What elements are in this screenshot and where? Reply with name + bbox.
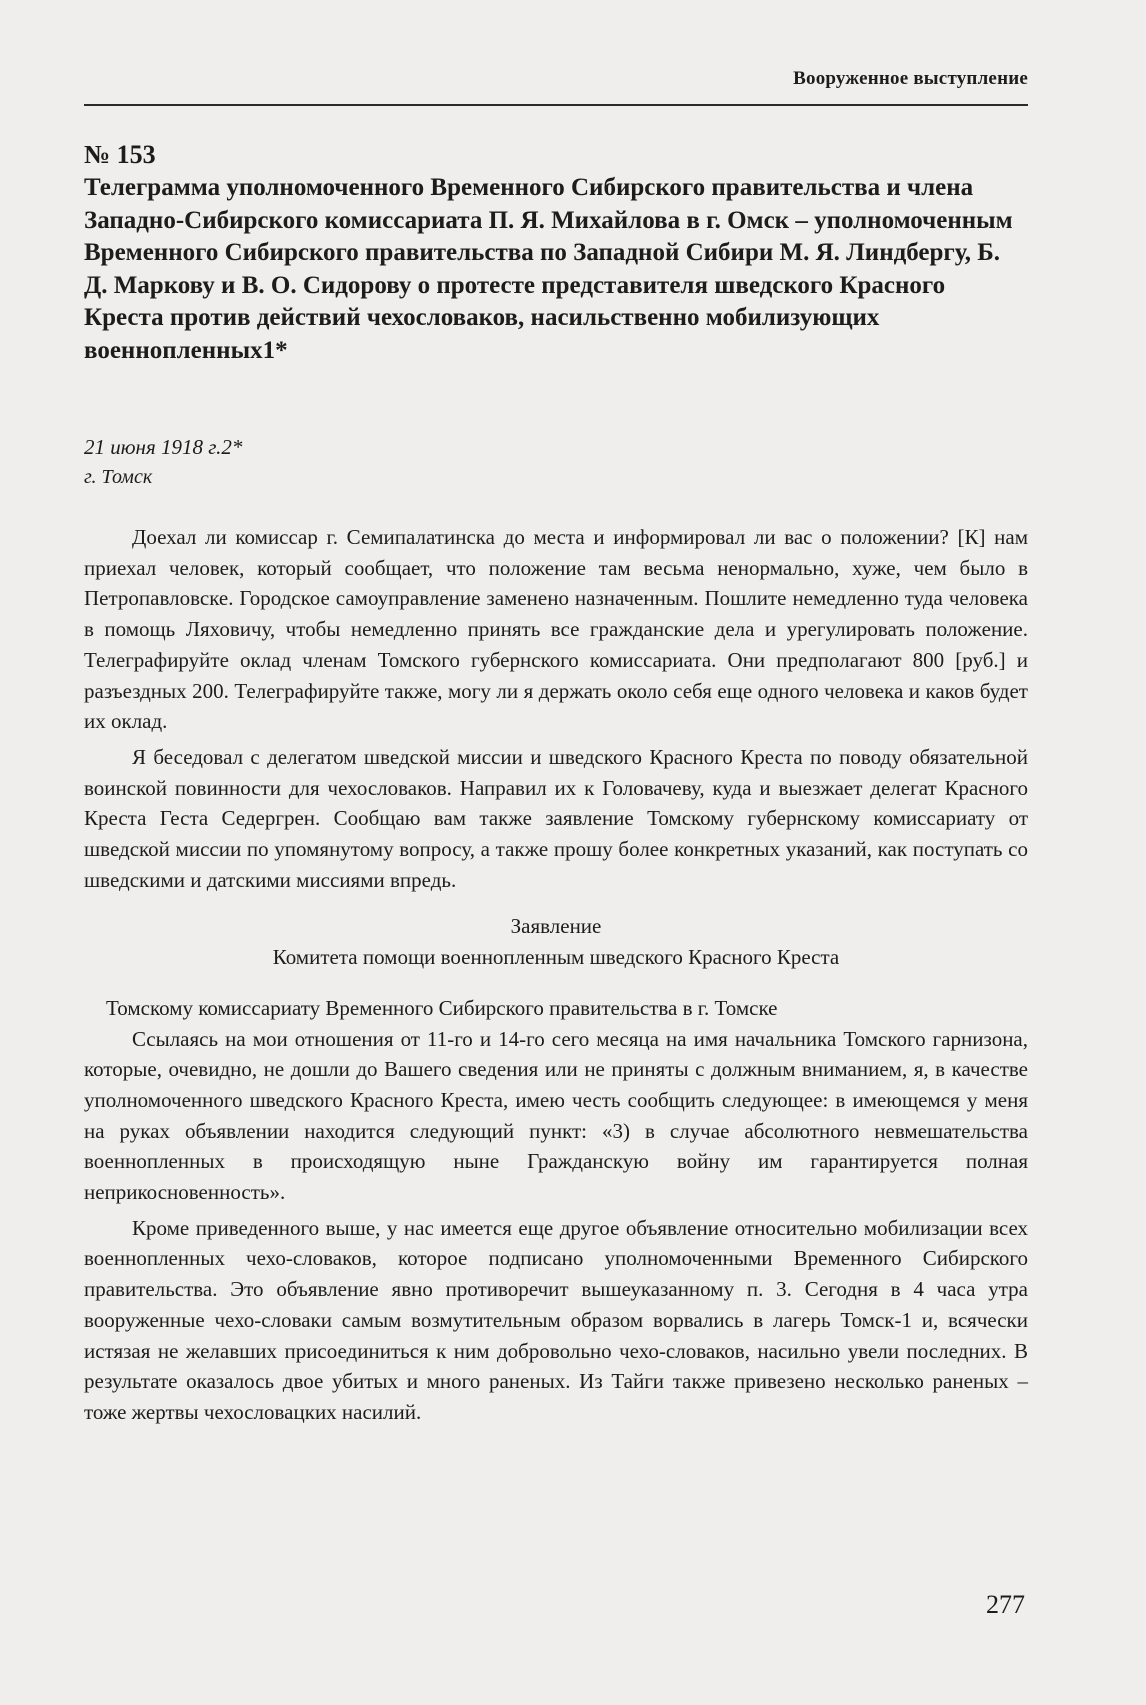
statement-subheading: Комитета помощи военнопленным шведского Красного Креста — [272, 945, 840, 970]
running-head: Вооруженное выступление — [793, 68, 1028, 89]
page-number: 277 — [986, 1590, 1025, 1619]
document-body — [84, 522, 1028, 1428]
statement-address: Томскому комиссариату Временного Сибирского правительства в г. Томске — [106, 995, 778, 1020]
body-paragraph-1: Доехал ли комиссар г. Семипалатинска до места и информировал ли вас о положении? [К] нам приехал человек, который сообщает, что положение там весьма ненормально, хуже, чем было в Петропавловске. Городское самоуправление заменено назначенным. Пошлите немедленно туда человека в помощь Ляховичу, чтобы немедленно принять все гражданские дела и урегулировать положение. Телеграфируйте оклад членам Томского губернского комиссариата. Они предполагают 800 [руб.] и разъездных 200. Телеграфируйте также, могу ли я держать около себя еще одного человека и каков будет их оклад. — [84, 525, 1028, 734]
document-date: 21 июня 1918 г.2* — [84, 435, 243, 459]
document-title: Телеграмма уполномоченного Временного Сибирского правительства и члена Западно-Сибирского комиссариата П. Я. Михайлова в г. Омск – уполномоченным Временного Сибирского правительства по Западной Сибири М. Я. Линдбергу, Б. Д. Маркову и В. О. Сидорову о протесте представителя шведского Красного Креста против действий чехословаков, насильственно мобилизующих военнопленных1* — [84, 174, 1013, 364]
statement-heading: Заявление — [510, 914, 602, 939]
body-paragraph-4: Кроме приведенного выше, у нас имеется еще другое объявление относительно мобилизации всех военнопленных чехо-словаков, которое подписано уполномоченными Временного Сибирского правительства. Это объявление явно противоречит вышеуказанному п. 3. Сегодня в 4 часа утра вооруженные чехо-словаки самым возмутительным образом ворвались в лагерь Томск-1 и, всячески истязая не желавших присоединиться к ним добровольно чехо-словаков, насильно увели последних. В результате оказалось двое убитых и много раненых. Из Тайги также привезено несколько раненых – тоже жертвы чехословацких насилий. — [84, 1215, 1028, 1424]
body-paragraph-3: Ссылаясь на мои отношения от 11-го и 14-го сего месяца на имя начальника Томского гарнизона, которые, очевидно, не дошли до Вашего сведения или не приняты с должным вниманием, я, в качестве уполномоченного шведского Красного Креста, имею честь сообщить следующее: в имеющемся у меня на руках объявлении находится следующий пункт: «3) в случае абсолютного невмешательства военнопленных в происходящую ныне Гражданскую войну им гарантируется полная неприкосновенность». — [84, 1026, 1028, 1205]
document-place: г. Томск — [84, 466, 153, 488]
document-number: № 153 — [84, 140, 156, 169]
body-paragraph-2: Я беседовал с делегатом шведской миссии и шведского Красного Креста по поводу обязательной воинской повинности для чехословаков. Направил их к Головачеву, куда и выезжает делегат Красного Креста Геста Седергрен. Сообщаю вам также заявление Томскому губернскому комиссариату от шведской миссии по упомянутому вопросу, а также прошу более конкретных указаний, как поступать со шведскими и датскими миссиями впредь. — [84, 744, 1028, 892]
header-rule — [84, 104, 1028, 106]
